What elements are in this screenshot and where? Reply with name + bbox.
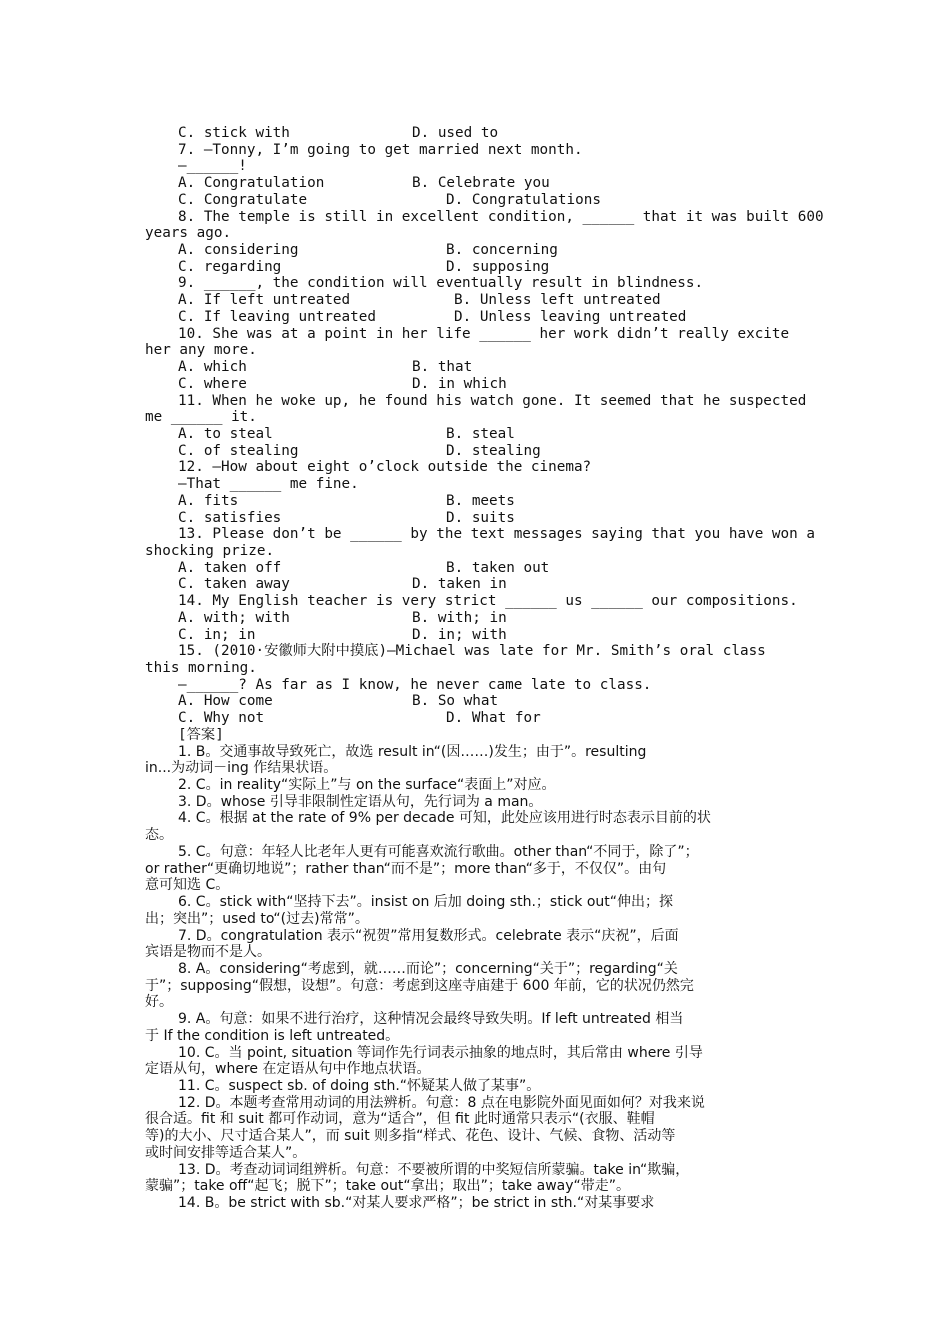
q15-option-d: D. What for: [446, 710, 541, 727]
answer-line: or rather“更确切地说”；rather than“而不是”；more than“多于，不仅仅”。由句: [145, 860, 667, 877]
answer-line: 3. D。whose 引导非限制性定语从句，先行词为 a man。: [178, 793, 543, 810]
q13-stem-continued: shocking prize.: [145, 542, 275, 559]
answer-explanations: [145, 744, 807, 1212]
answer-line: 1. B。交通事故导致死亡，故选 result in“(因……)发生；由于”。resulting: [178, 743, 647, 760]
answer-line: 等)的大小、尺寸适合某人”，而 suit 则多指“样式、花色、设计、气候、食物、活动等: [145, 1128, 676, 1145]
q9-stem: 9. ______, the condition will eventually result in blindness.: [178, 275, 704, 292]
q7-option-c: C. Congratulate: [178, 191, 308, 208]
q15-option-b: B. So what: [412, 693, 499, 710]
answer-line: 7. D。congratulation 表示“祝贺”常用复数形式。celebrate 表示“庆祝”，后面: [178, 927, 679, 944]
q14-option-b: B. with; in: [412, 609, 507, 626]
q6-options-cd: [145, 125, 807, 142]
q7-options-ab: [145, 175, 807, 192]
q14-options-cd: [145, 627, 807, 644]
q11-option-a: A. to steal: [178, 425, 273, 442]
q12-options-ab: [145, 493, 807, 510]
q8-option-c: C. regarding: [178, 258, 282, 275]
q8-options-cd: [145, 259, 807, 276]
q13-option-b: B. taken out: [446, 559, 550, 576]
answer-line: in...为动词－ing 作结果状语。: [145, 760, 338, 777]
q7-option-a: A. Congratulation: [178, 175, 325, 192]
answers-heading: [答案]: [178, 726, 224, 743]
q12-option-a: A. fits: [178, 492, 239, 509]
answer-line: 11. C。suspect sb. of doing sth.“怀疑某人做了某事”。: [178, 1077, 541, 1094]
q8-option-a: A. considering: [178, 242, 299, 259]
answer-line: 4. C。根据 at the rate of 9% per decade 可知，此处应该用进行时态表示目前的状: [178, 810, 711, 827]
answer-line: 于 If the condition is left untreated。: [145, 1027, 400, 1044]
answer-line: 6. C。stick with“坚持下去”。insist on 后加 doing sth.；stick out“伸出；探: [178, 894, 674, 911]
q11-option-c: C. of stealing: [178, 442, 299, 459]
q15-stem-continued: this morning.: [145, 660, 257, 676]
answer-line: 定语从句，where 在定语从句中作地点状语。: [145, 1061, 431, 1078]
q12-option-c: C. satisfies: [178, 509, 282, 526]
q9-option-a: A. If left untreated: [178, 292, 351, 309]
q14-options-ab: [145, 610, 807, 627]
q10-stem: 10. She was at a point in her life ______ her work didn’t really excite: [178, 325, 790, 342]
q9-option-d: D. Unless leaving untreated: [454, 308, 687, 325]
q8-options-ab: [145, 242, 807, 259]
q11-stem: 11. When he woke up, he found his watch gone. It seemed that he suspected: [178, 392, 807, 409]
q13-option-d: D. taken in: [412, 576, 507, 593]
answer-line: 12. D。本题考查常用动词的用法辨析。句意：8 点在电影院外面见面如何？对我来说: [178, 1094, 705, 1111]
q9-options-cd: [145, 309, 807, 326]
q8-option-b: B. concerning: [446, 242, 558, 259]
q12-reply: —That ______ me fine.: [178, 476, 359, 493]
q14-stem: 14. My English teacher is very strict ______ us ______ our compositions.: [178, 593, 798, 610]
answer-line: 宾语是物而不是人。: [145, 944, 271, 961]
q13-option-c: C. taken away: [178, 576, 290, 593]
q10-option-c: C. where: [178, 375, 247, 392]
q10-options-ab: [145, 359, 807, 376]
q6-option-c: C. stick with: [178, 125, 290, 141]
q8-option-d: D. supposing: [446, 258, 550, 275]
q15-option-c: C. Why not: [178, 710, 265, 727]
answer-line: 8. A。considering“考虑到，就……而论”；concerning“关于”；regarding“关: [178, 960, 678, 977]
q10-option-b: B. that: [412, 359, 473, 376]
answer-line: 意可知选 C。: [145, 877, 230, 894]
answer-line: 于”；supposing“假想，设想”。句意：考虑到这座寺庙建于 600 年前，它的状况仍然完: [145, 977, 694, 994]
q12-option-d: D. suits: [446, 509, 515, 526]
q13-stem: 13. Please don’t be ______ by the text messages saying that you have won a: [178, 526, 815, 543]
q15-option-a: A. How come: [178, 693, 273, 710]
q13-options-cd: [145, 576, 807, 593]
q9-option-c: C. If leaving untreated: [178, 308, 376, 325]
q7-stem: 7. —Tonny, I’m going to get married next month.: [178, 141, 583, 158]
answer-line: 10. C。当 point, situation 等词作先行词表示抽象的地点时，其后常由 where 引导: [178, 1044, 703, 1061]
q11-options-cd: [145, 443, 807, 460]
q8-stem-continued: years ago.: [145, 225, 232, 242]
q7-option-d: D. Congratulations: [446, 191, 601, 208]
q6-option-d: D. used to: [412, 125, 499, 141]
q11-options-ab: [145, 426, 807, 443]
q12-stem: 12. —How about eight o’clock outside the cinema?: [178, 459, 592, 476]
answer-line: 或时间安排等适合某人”。: [145, 1144, 307, 1161]
exercise-content: [145, 125, 824, 1212]
q13-options-ab: [145, 560, 807, 577]
q12-options-cd: [145, 510, 807, 527]
q7-reply: —______!: [178, 158, 247, 175]
q15-options-cd: [145, 710, 807, 727]
answer-line: 出；突出”；used to“(过去)常常”。: [145, 910, 369, 927]
answer-line: 蒙骗”；take off“起飞；脱下”；take out“拿出；取出”；take away“带走”。: [145, 1178, 631, 1195]
q8-stem: 8. The temple is still in excellent condition, ______ that it was built 600: [178, 208, 824, 225]
answer-line: 14. B。be strict with sb.“对某人要求严格”；be strict in sth.“对某事要求: [178, 1195, 655, 1211]
answer-line: 好。: [145, 994, 173, 1011]
answer-line: 很合适。fit 和 suit 都可作动词，意为“适合”，但 fit 此时通常只表示“(衣服、鞋帽: [145, 1111, 655, 1128]
q10-option-a: A. which: [178, 359, 247, 376]
q7-option-b: B. Celebrate you: [412, 175, 550, 192]
answer-line: 9. A。句意：如果不进行治疗，这种情况会最终导致失明。If left untreated 相当: [178, 1011, 684, 1028]
answer-line: 2. C。in reality“实际上”与 on the surface“表面上”对应。: [178, 777, 556, 794]
q10-options-cd: [145, 376, 807, 393]
q14-option-a: A. with; with: [178, 609, 290, 626]
q7-options-cd: [145, 192, 807, 209]
answer-line: 态。: [145, 827, 173, 844]
q14-option-c: C. in; in: [178, 626, 256, 643]
q11-stem-continued: me ______ it.: [145, 409, 257, 426]
q10-stem-continued: her any more.: [145, 342, 257, 359]
q9-option-b: B. Unless left untreated: [454, 292, 661, 309]
q15-options-ab: [145, 693, 807, 710]
q14-option-d: D. in; with: [412, 626, 507, 643]
q15-reply: —______? As far as I know, he never came late to class.: [178, 676, 652, 693]
answer-line: 5. C。句意：年轻人比老年人更有可能喜欢流行歌曲。other than“不同于，除了”；: [178, 843, 699, 860]
q10-option-d: D. in which: [412, 375, 507, 392]
answer-line: 13. D。考查动词词组辨析。句意：不要被所谓的中奖短信所蒙骗。take in“欺骗，: [178, 1161, 690, 1178]
q11-option-d: D. stealing: [446, 442, 541, 459]
q13-option-a: A. taken off: [178, 559, 282, 576]
q12-option-b: B. meets: [446, 492, 515, 509]
q15-stem: 15. (2010·安徽师大附中摸底)—Michael was late for Mr. Smith’s oral class: [178, 643, 766, 660]
q11-option-b: B. steal: [446, 425, 515, 442]
q9-options-ab: [145, 292, 807, 309]
